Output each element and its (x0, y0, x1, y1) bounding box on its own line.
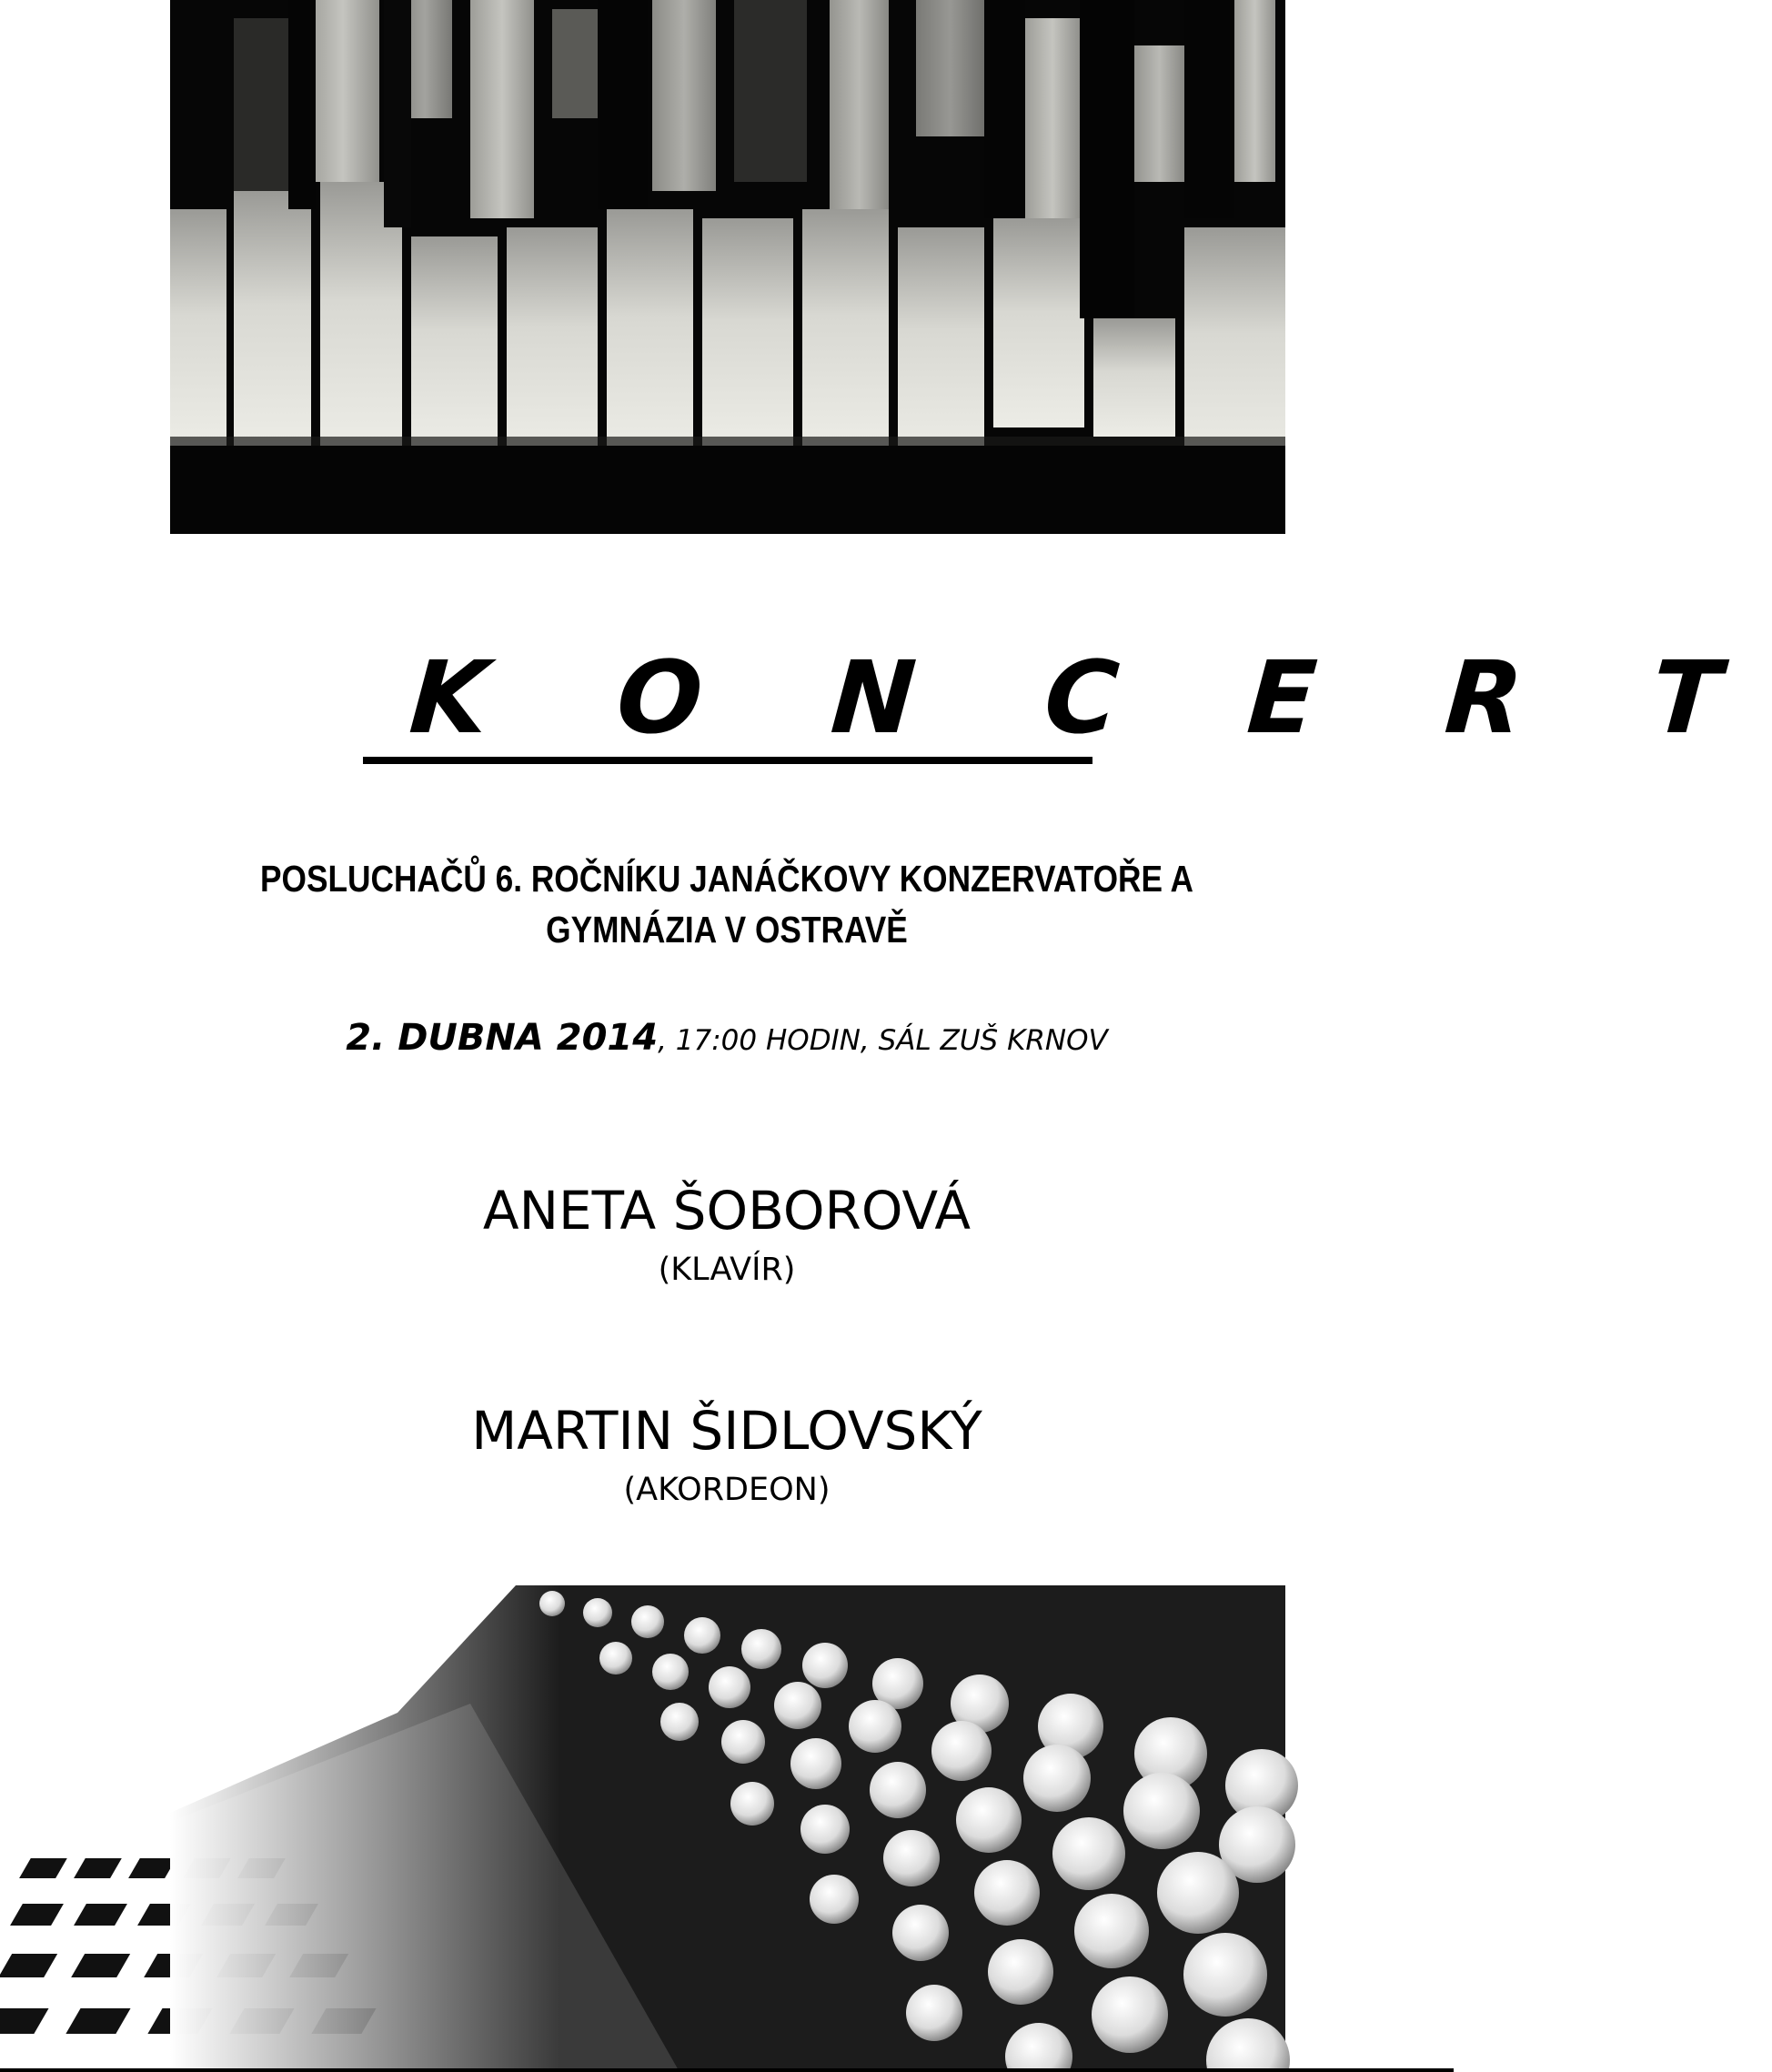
poster-subtitle (219, 853, 1234, 955)
performer-instrument: (KLAVÍR) (658, 1252, 796, 1288)
title-underline (363, 757, 1092, 764)
piano-keys-photo (170, 0, 1285, 534)
poster-title: K O N C E R T (406, 639, 1772, 756)
performer-1 (136, 1179, 1317, 1292)
poster-title-wrap (363, 639, 1772, 756)
concert-time-place: , 17:00 HODIN, SÁL ZUŠ KRNOV (658, 1024, 1108, 1057)
accordion-buttons-photo (170, 1585, 1285, 2072)
concert-date: 2. DUBNA 2014 (346, 1017, 659, 1059)
date-line (136, 1017, 1317, 1059)
subtitle-line-1: POSLUCHAČŮ 6. ROČNÍKU JANÁČKOVY KONZERVATOŘE A (260, 858, 1193, 900)
performer-instrument: (AKORDEON) (623, 1472, 831, 1508)
page-bottom-border (0, 2068, 1454, 2072)
performer-2 (136, 1399, 1317, 1512)
subtitle-line-2: GYMNÁZIA V OSTRAVĚ (546, 909, 908, 951)
performer-name: ANETA ŠOBOROVÁ (482, 1180, 972, 1242)
performer-name: MARTIN ŠIDLOVSKÝ (471, 1400, 982, 1462)
